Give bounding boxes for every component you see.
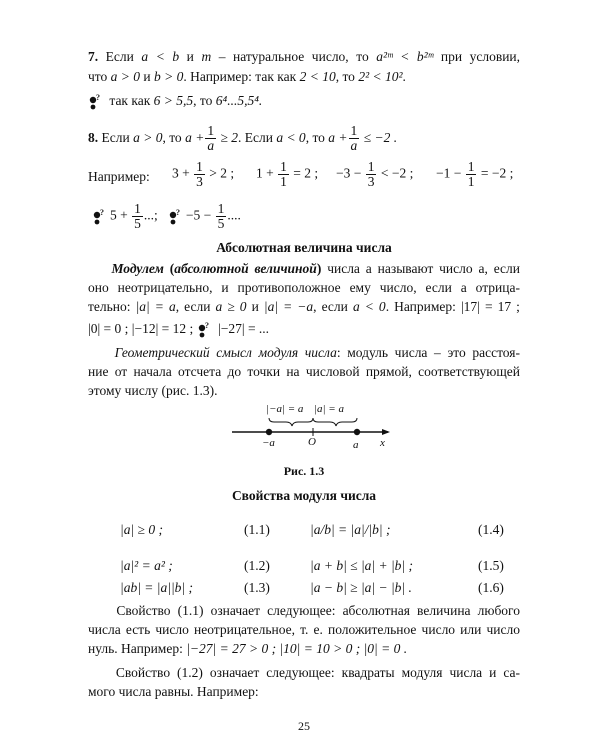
property-number: (1.6)	[478, 580, 504, 595]
number-line-figure	[220, 398, 400, 458]
property-formula: |a|² = a² ;	[120, 558, 173, 573]
formula: 2 < 10	[299, 69, 336, 84]
property-1-1-line2: числа есть число неотрицательное, т. е. положительное число или число	[88, 622, 520, 637]
axis-label: x	[380, 437, 385, 449]
definition-line1: Модулем (абсолютной величиной) числа a называют число a, если	[111, 261, 521, 276]
example-formula: −3 − $\frac{1}{3}$ < −2 ;	[336, 159, 414, 189]
example-formula: 1 + $\frac{1}{1}$ = 2 ;	[256, 159, 319, 189]
brace-label-left: |−a| = a	[266, 403, 304, 415]
item8-line1: 8. Если a > 0, то a + $\frac{1}{a}$ ≥ 2. Если a < 0, то a + $\frac{1}{a}$ ≤ −2 .	[88, 123, 398, 154]
item-number: 8.	[88, 130, 99, 145]
property-1-2-line2: мого числа равны. Например:	[88, 684, 259, 699]
brace-label-right: |a| = a	[314, 403, 344, 415]
axis-arrow	[382, 429, 390, 435]
formula: m	[201, 49, 212, 64]
geometric-line3: этому числу (рис. 1.3).	[88, 383, 218, 398]
property-formula: |ab| = |a||b| ;	[120, 580, 193, 595]
question-mark-icon	[88, 94, 102, 110]
property-number: (1.3)	[244, 580, 270, 595]
property-formula: |a/b| = |a|/|b| ;	[310, 522, 391, 537]
example-formula: −1 − $\frac{1}{1}$ = −2 ;	[436, 159, 514, 189]
property-1-2-line1: Свойство (1.2) означает следующее: квадраты модуля числа и са-	[115, 665, 520, 680]
question-mark-icon	[168, 209, 182, 225]
section-title: Свойства модуля числа	[231, 488, 377, 503]
formula: a > 0	[110, 69, 141, 84]
property-1-1-line1: Свойство (1.1) означает следующее: абсолютная величина любого	[116, 603, 521, 618]
svg-text:?: ?	[204, 321, 209, 330]
formula: a < 0	[276, 130, 306, 145]
brace-left	[269, 418, 313, 426]
definition-line3: тельно: |a| = a, если a ≥ 0 и |a| = −a, если a < 0. Например: |17| = 17 ;	[88, 299, 520, 314]
tick-label: O	[308, 436, 316, 448]
question-formula: ? 5 + $\frac{1}{5}$ ...; ? −5 − $\frac{1}{5}$ ....	[92, 202, 241, 231]
page-number: 25	[298, 719, 310, 733]
property-number: (1.2)	[244, 558, 270, 573]
point-neg-a	[266, 429, 272, 435]
brace-right	[313, 418, 357, 426]
formula: b > 0	[154, 69, 184, 84]
property-number: (1.5)	[478, 558, 504, 573]
formula: |−27| = 27 > 0 ; |10| = 10 > 0 ; |0| = 0 .	[186, 641, 408, 656]
formula: a²ᵐ < b²ᵐ	[376, 49, 434, 64]
formula: 6 > 5,5	[153, 93, 194, 108]
definition-examples	[88, 320, 520, 338]
tick-label: −a	[262, 437, 275, 449]
property-formula: |a − b| ≥ |a| − |b| .	[310, 580, 412, 595]
item7-line3: ? так как 6 > 5,5, то 6⁴...5,5⁴.	[88, 92, 520, 110]
formula: |−27| = ...	[218, 321, 270, 336]
question-mark-icon	[197, 322, 211, 338]
geometric-line1: Геометрический смысл модуля числа: модуль числа – это расстоя-	[114, 345, 521, 360]
svg-text:?: ?	[96, 93, 100, 102]
formula: 6⁴...5,5⁴.	[215, 93, 263, 108]
formula: |a| = −a	[263, 299, 314, 314]
property-formula: |a| ≥ 0 ;	[120, 522, 163, 537]
svg-text:?: ?	[175, 208, 180, 217]
property-formula: |a + b| ≤ |a| + |b| ;	[310, 558, 414, 573]
formula: |a| = a	[135, 299, 176, 314]
formula: a < 0	[352, 299, 386, 314]
svg-text:?: ?	[100, 208, 104, 217]
property-1-1-line3: нуль. Например: |−27| = 27 > 0 ; |10| = 10 > 0 ; |0| = 0 .	[88, 641, 408, 656]
definition-line2: оно неотрицательно, и противоположное ему число, если a отрица-	[88, 280, 520, 295]
point-a	[354, 429, 360, 435]
formula: |0| = 0 ;	[88, 321, 129, 336]
tick-label: a	[353, 439, 359, 451]
formula: 2² < 10²	[358, 69, 403, 84]
property-number: (1.4)	[478, 522, 504, 537]
question-mark-icon	[92, 209, 106, 225]
formula: |−12| = 12 ;	[131, 321, 194, 336]
figure-caption: Рис. 1.3	[283, 464, 325, 478]
formula: a ≥ 0	[215, 299, 247, 314]
example-label: Например:	[88, 169, 150, 184]
formula: a > 0	[133, 130, 163, 145]
item7-line1: 7. Если a < b и m – натуральное число, то a²ᵐ < b²ᵐ при условии,	[88, 49, 521, 64]
example-formula: 3 + $\frac{1}{3}$ > 2 ;	[172, 159, 235, 189]
section-title: Абсолютная величина числа	[216, 240, 392, 255]
formula: |17| = 17 ;	[460, 299, 520, 314]
item-number: 7.	[88, 49, 99, 64]
property-number: (1.1)	[244, 522, 270, 537]
item7-line2: что a > 0 и b > 0. Например: так как 2 < 10, то 2² < 10².	[88, 69, 406, 84]
formula: a < b	[141, 49, 180, 64]
geometric-line2: ние от начала отсчета до точки на числовой прямой, соответствующей	[88, 364, 520, 379]
formula: ≥ 2	[220, 130, 238, 145]
formula: ≤ −2 .	[363, 130, 398, 145]
